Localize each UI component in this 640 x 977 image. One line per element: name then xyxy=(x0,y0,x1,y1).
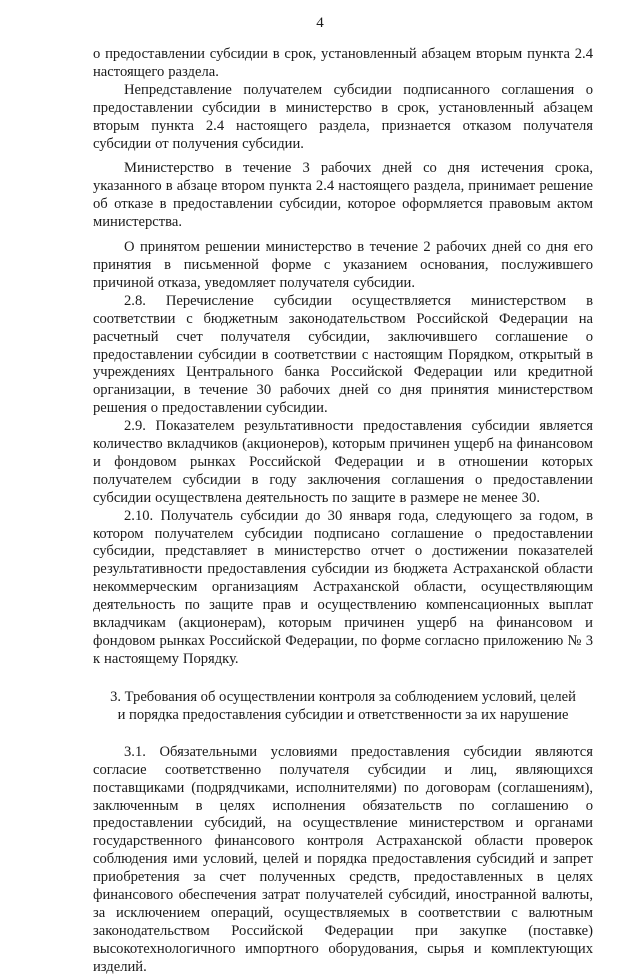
paragraph-3-1: 3.1. Обязательными условиями предоставления субсидии являются согласие соответственно получателя субсидии и лиц, являющихся поставщиками (подрядчиками, исполнителями) по договорам (соглашениям), заключенным в целях исполнения обязательств по соглашению о предоставлении субсидий, на осуществление министерством и органами государственного финансового контроля Астраханской области проверок соблюдения ими условий, целей и порядка предоставления субсидий и запрет приобретения за счет полученных средств, предоставленных в целях финансового обеспечения затрат получателей субсидий, иностранной валюты, за исключением операций, осуществляемых в соответствии с валютным законодательством Российской Федерации при закупке (поставке) высокотехнологичного импортного оборудования, сырья и комплектующих изделий. xyxy=(93,743,593,975)
paragraph-continuation: о предоставлении субсидии в срок, установленный абзацем вторым пункта 2.4 настоящего раздела. xyxy=(93,46,593,80)
paragraph-2-8: 2.8. Перечисление субсидии осуществляется министерством в соответствии с бюджетным законодательством Российской Федерации на расчетный счет получателя субсидии, заключившего соглашение о предоставлении субсидии в соответствии с настоящим Порядком, открытый в учреждениях Центрального банка Российской Федерации или кредитной организации, в течение 30 рабочих дней со дня принятия министерством решения о предоставлении субсидии. xyxy=(93,292,593,417)
paragraph-2-10: 2.10. Получатель субсидии до 30 января года, следующего за годом, в котором получателем субсидии подписано соглашение о предоставлении субсидии, представляет в министерство отчет о достижении показателей результативности предоставления субсидии из бюджета Астраханской области некоммерческим организациям Астраханской области, осуществляющим деятельность по защите прав и осуществлению компенсационных выплат вкладчикам (акционерам), которым причинен ущерб на финансовом и фондовом рынках Российской Федерации, по форме согласно приложению № 3 к настоящему Порядку. xyxy=(93,507,593,667)
paragraph-nonsubmission: Непредставление получателем субсидии подписанного соглашения о предоставлении субсидии в министерство в срок, установленный абзацем вторым пункта 2.4 настоящего раздела, признается отказом получателя субсидии от получения субсидии. xyxy=(93,81,593,152)
paragraph-notification: О принятом решении министерство в течение 2 рабочих дней со дня его принятия в письменной форме с указанием основания, послужившего причиной отказа, уведомляет получателя субсидии. xyxy=(93,239,593,291)
paragraph-2-9: 2.9. Показателем результативности предоставления субсидии является количество вкладчиков (акционеров), которым причинен ущерб на финансовом и фондовом рынках Российской Федерации и в отношении которых получателем субсидии в году заключения соглашения о предоставлении субсидии осуществлена деятельность по защите в размере не менее 30. xyxy=(93,418,593,506)
section-heading-line-1: 3. Требования об осуществлении контроля за соблюдением условий, целей xyxy=(110,688,576,705)
section-3-heading xyxy=(93,688,593,724)
section-heading-line-2: и порядка предоставления субсидии и ответственности за их нарушение xyxy=(117,706,569,723)
document-body xyxy=(93,46,593,977)
paragraph-refusal-decision: Министерство в течение 3 рабочих дней со дня истечения срока, указанного в абзаце втором пункта 2.4 настоящего раздела, принимает решение об отказе в предоставлении субсидии, которое оформляется правовым актом министерства. xyxy=(93,160,593,231)
page-number: 4 xyxy=(316,15,324,31)
